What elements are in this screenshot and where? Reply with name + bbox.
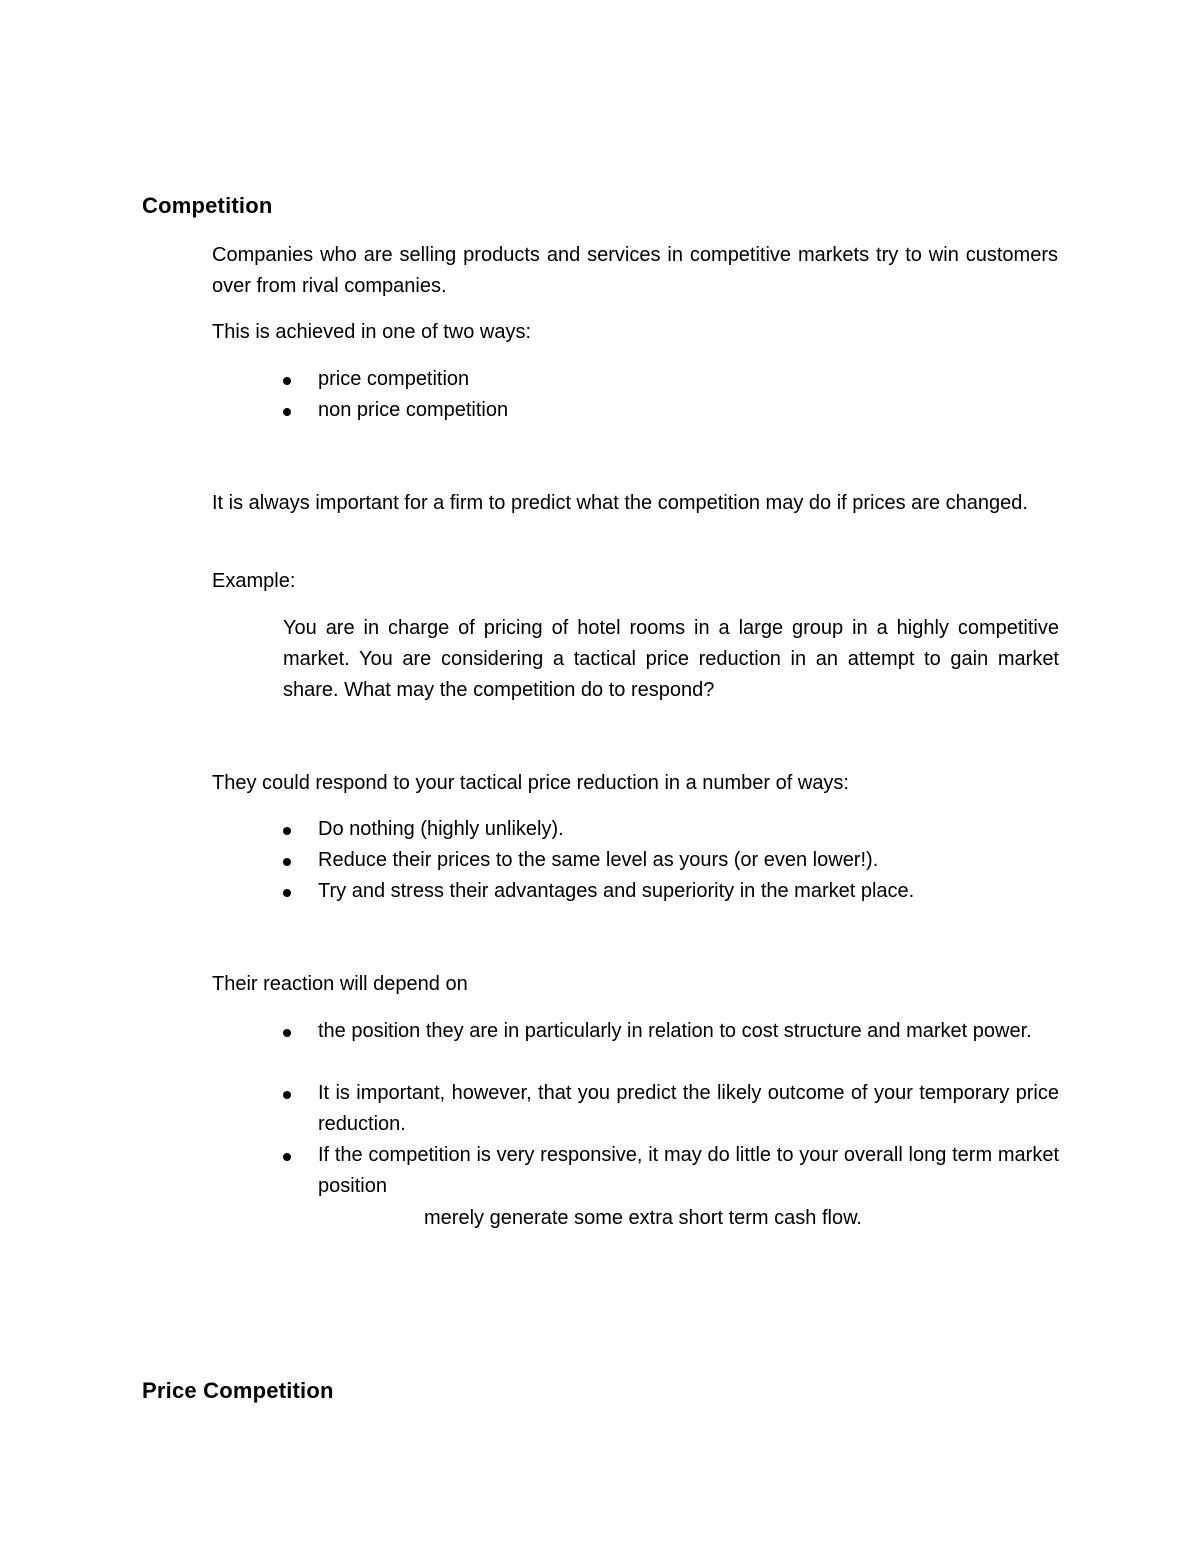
bullet-icon: [283, 858, 291, 866]
bullet-icon: [283, 377, 291, 385]
depend-lead-paragraph: Their reaction will depend on: [212, 973, 468, 995]
example-label: Example:: [212, 570, 296, 592]
list-item-text: Reduce their prices to the same level as yours (or even lower!).: [318, 849, 879, 871]
bullet-icon: [283, 408, 291, 416]
ways-lead-paragraph: This is achieved in one of two ways:: [212, 321, 532, 343]
list-item-text: non price competition: [318, 399, 509, 421]
bullet-icon: [283, 889, 291, 897]
bullet-icon: [283, 1091, 291, 1099]
list-item-text: If the competition is very responsive, it may do little to your overall long term market position: [318, 1144, 1059, 1197]
list-item-text: price competition: [318, 368, 470, 390]
list-item-text: the position they are in particularly in relation to cost structure and market power.: [318, 1020, 1032, 1042]
bullet-icon: [283, 827, 291, 835]
predict-paragraph: It is always important for a firm to predict what the competition may do if prices are changed.: [212, 492, 1028, 514]
trailing-line: merely generate some extra short term cash flow.: [424, 1207, 862, 1229]
intro-paragraph: Companies who are selling products and services in competitive markets try to win customers over from rival companies.: [212, 244, 1058, 297]
section-heading-price-competition: Price Competition: [142, 1378, 334, 1403]
bullet-icon: [283, 1029, 291, 1037]
list-item-text: Try and stress their advantages and superiority in the market place.: [318, 880, 915, 902]
section-heading-competition: Competition: [142, 193, 273, 218]
list-item-text: Do nothing (highly unlikely).: [318, 818, 564, 840]
bullet-icon: [283, 1153, 291, 1161]
list-item-text: It is important, however, that you predict the likely outcome of your temporary price reduction.: [318, 1082, 1059, 1135]
example-paragraph: You are in charge of pricing of hotel rooms in a large group in a highly competitive market. You are considering a tactical price reduction in an attempt to gain market share. What may the competition do to respond?: [283, 617, 1059, 701]
respond-lead-paragraph: They could respond to your tactical price reduction in a number of ways:: [212, 772, 849, 794]
